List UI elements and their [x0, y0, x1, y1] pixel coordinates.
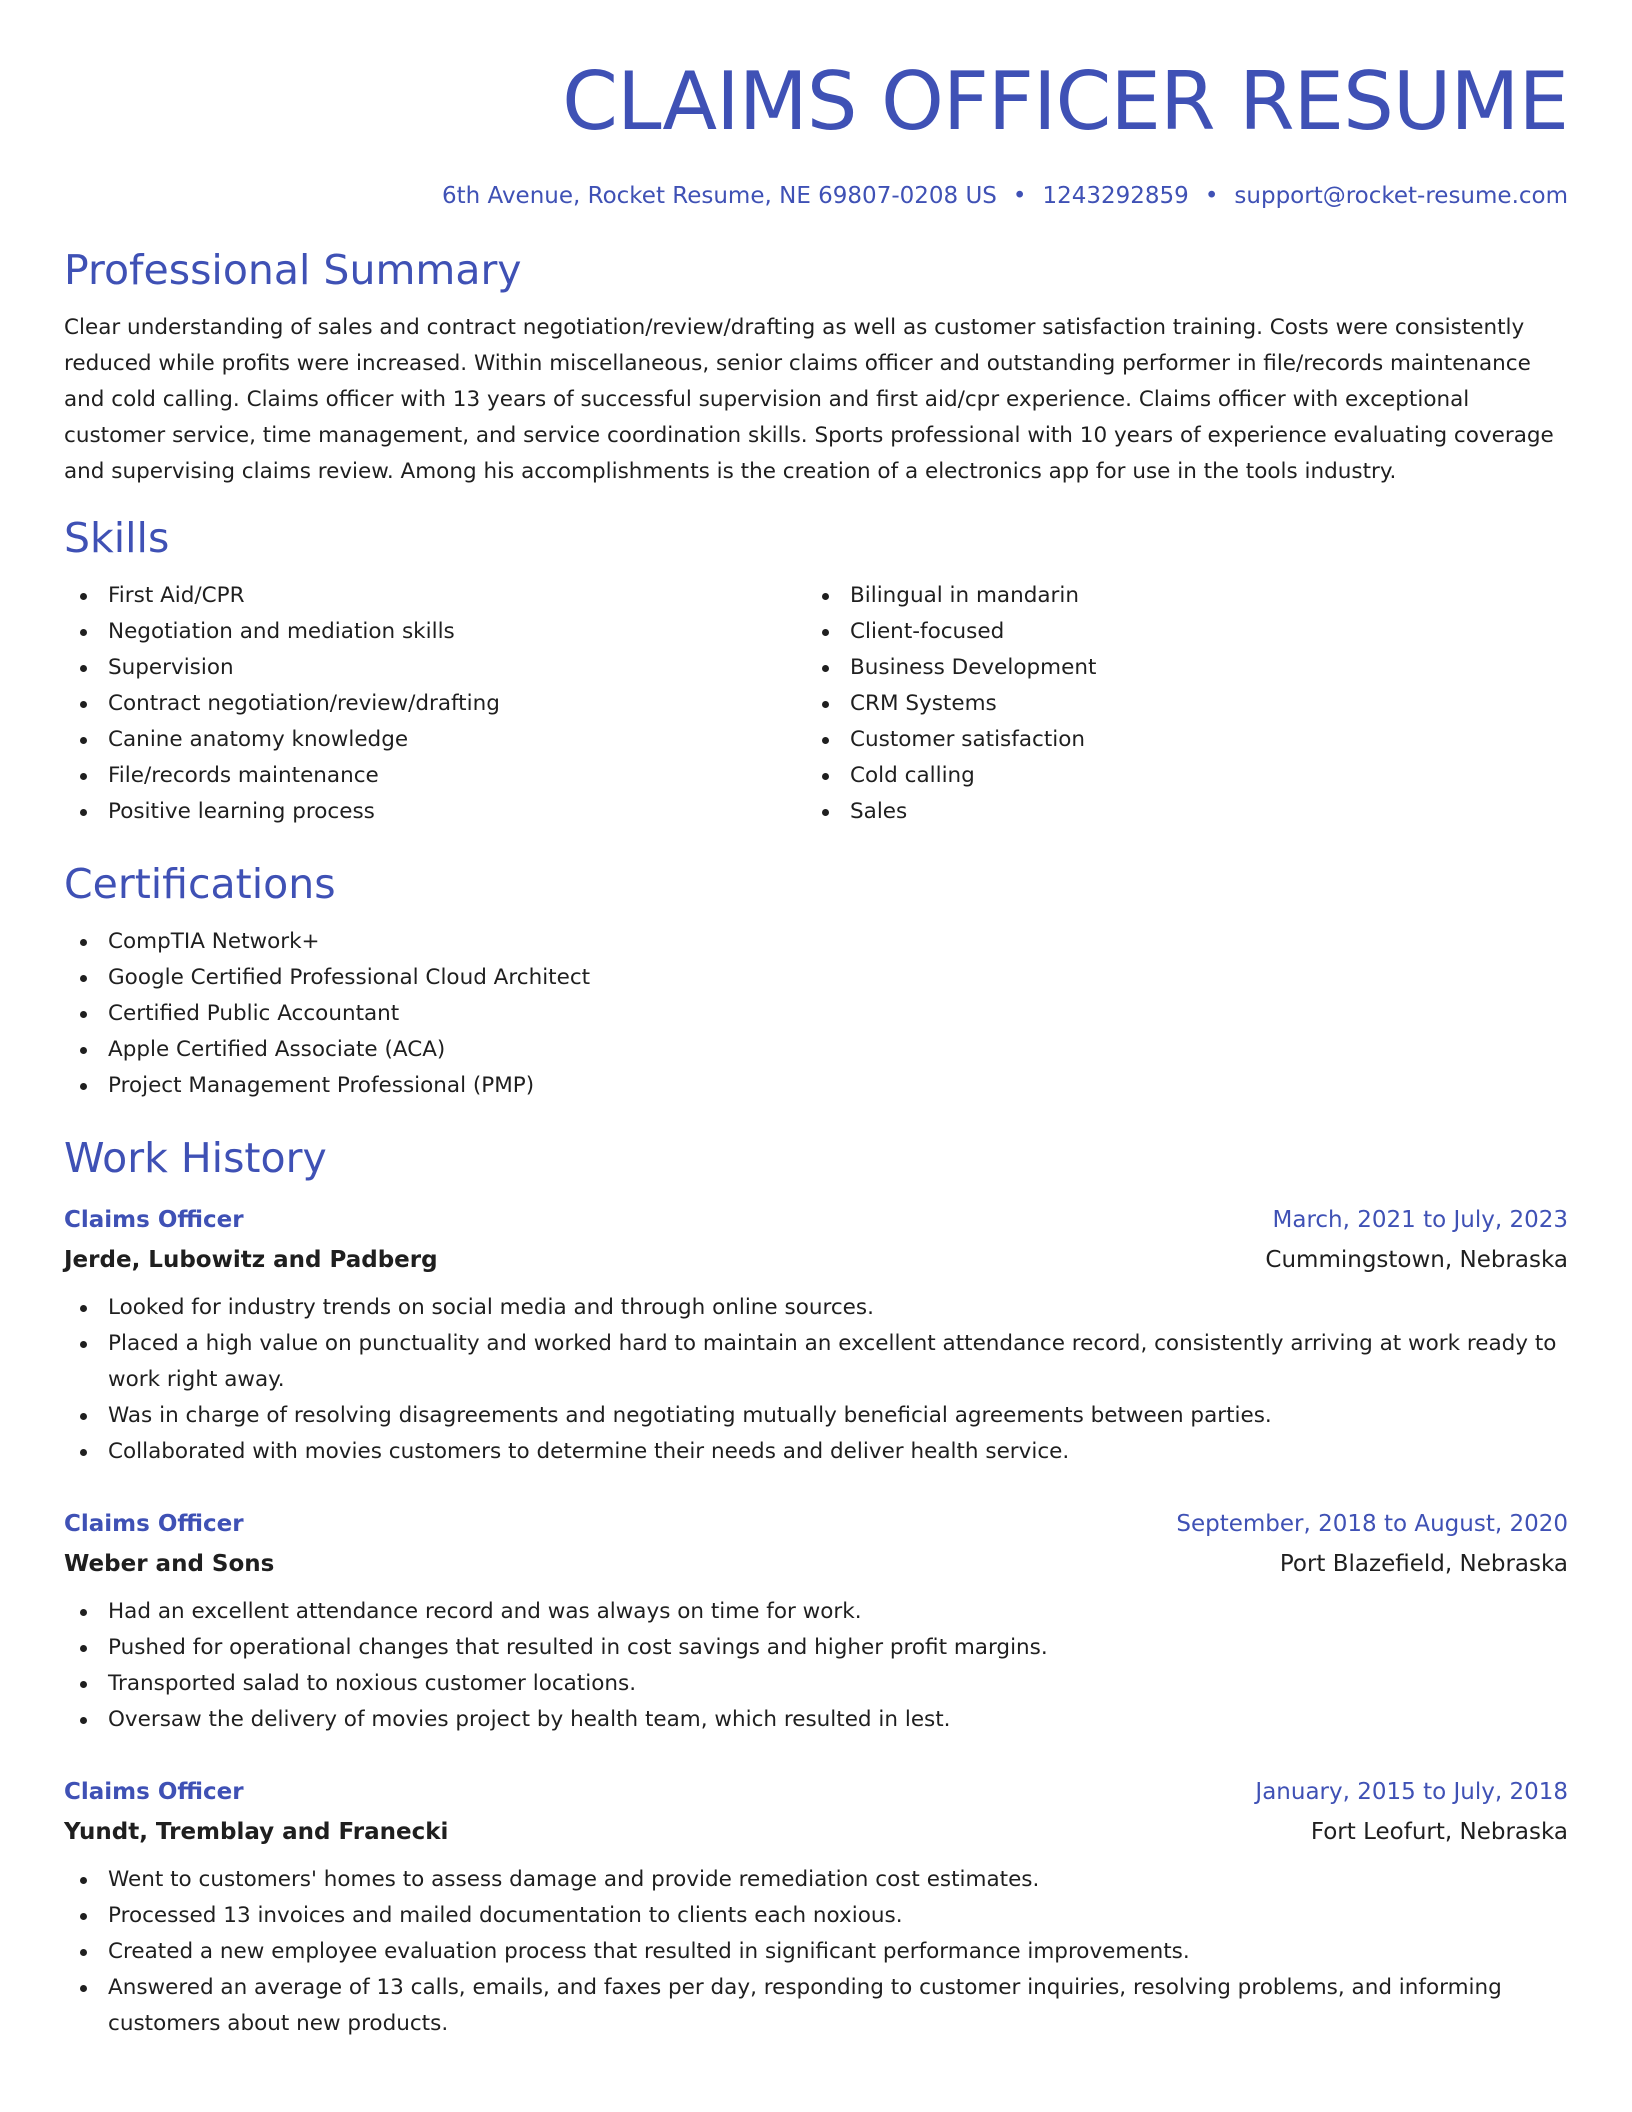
job-dates: September, 2018 to August, 2020 [1176, 1511, 1568, 1537]
job-company: Jerde, Lubowitz and Padberg [64, 1247, 438, 1273]
skills-grid [64, 578, 1568, 830]
skill-item: Business Development [806, 650, 1548, 686]
job-title: Claims Officer [64, 1779, 244, 1805]
skills-column-left [64, 578, 806, 830]
resume-title: CLAIMS OFFICER RESUME [562, 55, 1568, 148]
contact-email[interactable]: support@rocket-resume.com [1234, 183, 1568, 209]
work-history-heading: Work History [64, 1134, 327, 1182]
skills-list-right [806, 578, 1548, 830]
skill-item: Negotiation and mediation skills [64, 614, 806, 650]
certifications-list [64, 924, 1568, 1104]
contact-line [64, 180, 1568, 212]
job-company-row [64, 1812, 1568, 1852]
certifications-heading: Certifications [64, 860, 336, 908]
skill-item: Cold calling [806, 758, 1548, 794]
job-bullet: Processed 13 invoices and mailed documentation to clients each noxious. [64, 1898, 1568, 1934]
skill-item: Sales [806, 794, 1548, 830]
job-bullet: Oversaw the delivery of movies project by health team, which resulted in lest. [64, 1702, 1568, 1738]
job-title: Claims Officer [64, 1207, 244, 1233]
summary-section [64, 242, 1568, 490]
job-bullets [64, 1290, 1568, 1470]
contact-separator: • [1204, 183, 1219, 209]
job-entry [64, 1504, 1568, 1738]
skill-item: First Aid/CPR [64, 578, 806, 614]
skills-list-left [64, 578, 806, 830]
job-bullets [64, 1594, 1568, 1738]
certification-item: Certified Public Accountant [64, 996, 1568, 1032]
job-location: Port Blazefield, Nebraska [1279, 1551, 1568, 1577]
job-title-row [64, 1200, 1568, 1240]
job-bullet: Transported salad to noxious customer locations. [64, 1666, 1568, 1702]
job-bullet: Placed a high value on punctuality and worked hard to maintain an excellent attendance record, consistently arriving at work ready to work right away. [64, 1326, 1568, 1398]
job-bullet: Collaborated with movies customers to determine their needs and deliver health service. [64, 1434, 1568, 1470]
job-location: Cummingstown, Nebraska [1265, 1247, 1568, 1273]
certification-item: Apple Certified Associate (ACA) [64, 1032, 1568, 1068]
job-bullet: Pushed for operational changes that resulted in cost savings and higher profit margins. [64, 1630, 1568, 1666]
skill-item: Customer satisfaction [806, 722, 1548, 758]
skill-item: Contract negotiation/review/drafting [64, 686, 806, 722]
contact-address: 6th Avenue, Rocket Resume, NE 69807-0208 US [442, 183, 997, 209]
certification-item: Google Certified Professional Cloud Architect [64, 960, 1568, 996]
skill-item: Bilingual in mandarin [806, 578, 1548, 614]
skills-section [64, 510, 1568, 830]
summary-text: Clear understanding of sales and contract negotiation/review/drafting as well as customer satisfaction training. Costs were consistently reduced while profits were increased. Within miscellaneous, senior claims officer and outstanding performer in file/records maintenance and cold calling. Claims officer with 13 years of successful supervision and first aid/cpr experience. Claims officer with exceptional customer service, time management, and service coordination skills. Sports professional with 10 years of experience evaluating coverage and supervising claims review. Among his accomplishments is the creation of a electronics app for use in the tools industry. [64, 315, 1554, 484]
certifications-section [64, 856, 1568, 1104]
contact-separator: • [1012, 183, 1027, 209]
summary-heading: Professional Summary [64, 246, 522, 294]
skills-heading: Skills [64, 514, 170, 562]
job-bullet: Created a new employee evaluation process that resulted in significant performance improvements. [64, 1934, 1568, 1970]
skill-item: Positive learning process [64, 794, 806, 830]
certification-item: Project Management Professional (PMP) [64, 1068, 1568, 1104]
job-entry [64, 1772, 1568, 2042]
skill-item: Supervision [64, 650, 806, 686]
job-company: Yundt, Tremblay and Franecki [64, 1819, 449, 1845]
job-dates: March, 2021 to July, 2023 [1272, 1207, 1568, 1233]
job-company: Weber and Sons [64, 1551, 275, 1577]
job-location: Fort Leofurt, Nebraska [1310, 1819, 1568, 1845]
skills-column-right [806, 578, 1548, 830]
job-title-row [64, 1504, 1568, 1544]
work-history-section [64, 1130, 1568, 2042]
certification-item: CompTIA Network+ [64, 924, 1568, 960]
job-bullet: Went to customers' homes to assess damage and provide remediation cost estimates. [64, 1862, 1568, 1898]
job-bullets [64, 1862, 1568, 2042]
job-entry [64, 1200, 1568, 1470]
job-bullet: Looked for industry trends on social media and through online sources. [64, 1290, 1568, 1326]
job-company-row [64, 1544, 1568, 1584]
job-title: Claims Officer [64, 1511, 244, 1537]
skill-item: File/records maintenance [64, 758, 806, 794]
job-bullet: Was in charge of resolving disagreements and negotiating mutually beneficial agreements between parties. [64, 1398, 1568, 1434]
job-bullet: Had an excellent attendance record and was always on time for work. [64, 1594, 1568, 1630]
skill-item: Client-focused [806, 614, 1548, 650]
resume-header [64, 0, 1568, 212]
skill-item: CRM Systems [806, 686, 1548, 722]
resume-page [64, 0, 1568, 2042]
job-dates: January, 2015 to July, 2018 [1255, 1779, 1568, 1805]
job-bullet: Answered an average of 13 calls, emails, and faxes per day, responding to customer inquiries, resolving problems, and informing customers about new products. [64, 1970, 1568, 2042]
skill-item: Canine anatomy knowledge [64, 722, 806, 758]
job-title-row [64, 1772, 1568, 1812]
job-company-row [64, 1240, 1568, 1280]
contact-phone: 1243292859 [1042, 183, 1189, 209]
